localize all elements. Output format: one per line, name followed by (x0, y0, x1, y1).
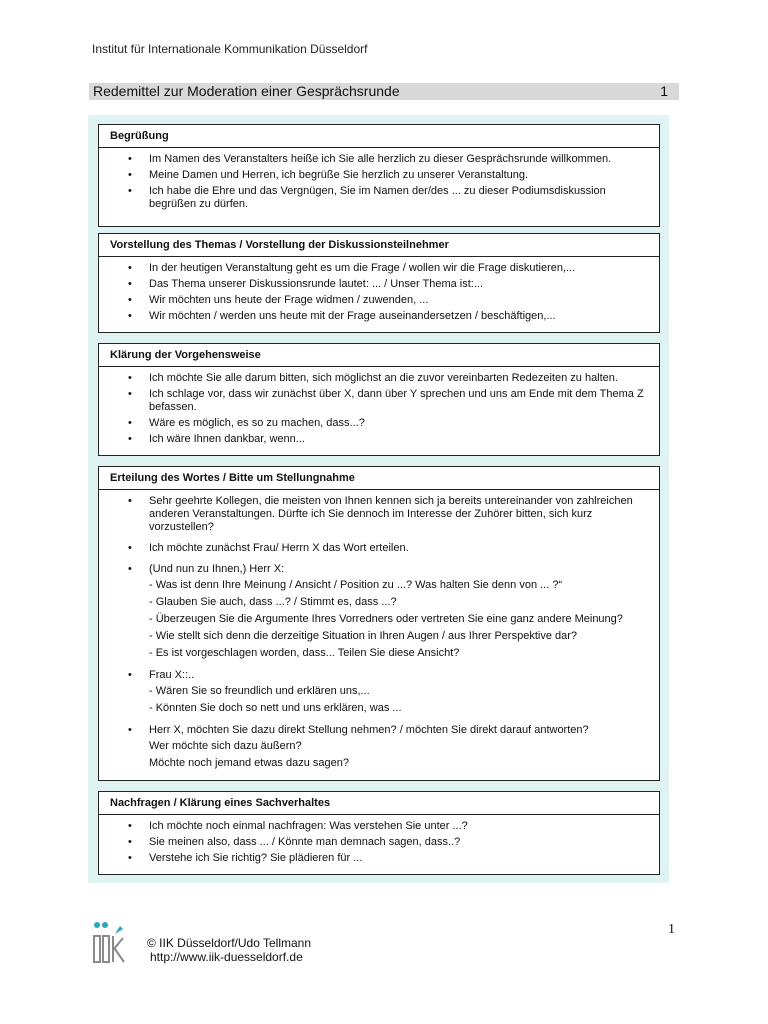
section-list (99, 490, 659, 771)
list-item: • Verstehe ich Sie richtig? Sie plädieren für ... (149, 852, 651, 865)
section-heading: Erteilung des Wortes / Bitte um Stellungnahme (99, 467, 659, 490)
group-lines (149, 684, 651, 716)
list-item: • Sie meinen also, dass ... / Könnte man demnach sagen, dass..? (149, 836, 651, 849)
group-line: - Was ist denn Ihre Meinung / Ansicht / Position zu ...? Was halten Sie denn von ... ?“ (149, 579, 563, 591)
section-list (99, 148, 659, 211)
footer-text (147, 936, 311, 964)
list-item: • Wir möchten uns heute der Frage widmen / zuwenden, ... (149, 294, 651, 307)
group-lead: • (Und nun zu Ihnen,) Herr X: (149, 563, 285, 575)
section-vorgehensweise (98, 343, 660, 456)
section-heading: Nachfragen / Klärung eines Sachverhaltes (99, 792, 659, 815)
list-item: • Ich wäre Ihnen dankbar, wenn... (149, 433, 651, 446)
group-line: - Es ist vorgeschlagen worden, dass... Teilen Sie diese Ansicht? (149, 647, 460, 659)
section-heading: Begrüßung (99, 125, 659, 148)
list-item-group (149, 669, 651, 716)
group-line: - Wie stellt sich denn die derzeitige Situation in Ihren Augen / aus Ihrer Perspektive dar? (149, 630, 578, 642)
group-lines (149, 739, 651, 771)
institute-header: Institut für Internationale Kommunikation Düsseldorf (92, 42, 368, 56)
section-heading: Klärung der Vorgehensweise (99, 344, 659, 367)
header-page-number: 1 (660, 83, 668, 99)
list-item: • Ich möchte Sie alle darum bitten, sich möglichst an die zuvor vereinbarten Redezeiten zu halten. (149, 372, 651, 385)
list-item-group (149, 724, 651, 771)
footer-page-number: 1 (668, 922, 675, 937)
section-list (99, 815, 659, 865)
section-begruessung (98, 124, 660, 227)
group-line: - Glauben Sie auch, dass ...? / Stimmt es, dass ...? (149, 596, 397, 608)
list-item: • Wir möchten / werden uns heute mit der Frage auseinandersetzen / beschäftigen,... (149, 310, 651, 323)
list-item: • Sehr geehrte Kollegen, die meisten von Ihnen kennen sich ja bereits untereinander von zahlreichen anderen Veranstaltungen. Dürfte ich Sie dennoch im Interesse der Zuhörer bitten, sich kurz vorzustellen? (149, 495, 651, 534)
group-line: - Wären Sie so freundlich und erklären uns,... (149, 685, 370, 697)
list-item: • Meine Damen und Herren, ich begrüße Sie herzlich zu unserer Veranstaltung. (149, 169, 651, 182)
section-vorstellung (98, 233, 660, 333)
section-nachfragen (98, 791, 660, 875)
list-item: • Ich schlage vor, dass wir zunächst über X, dann über Y sprechen und uns am Ende mit dem Thema Z befassen. (149, 388, 651, 414)
document-title-bar (89, 83, 679, 100)
group-lead: • Frau X::.. (149, 669, 195, 681)
copyright-text: © IIK Düsseldorf/Udo Tellmann (147, 936, 312, 950)
group-line: - Überzeugen Sie die Argumente Ihres Vorredners oder vertreten Sie eine ganz andere Meinung? (149, 613, 623, 625)
group-line: - Könnten Sie doch so nett und uns erklären, was ... (149, 702, 402, 714)
section-list (99, 257, 659, 323)
group-lines (149, 578, 651, 661)
iik-logo-icon (93, 920, 127, 964)
group-line: Wer möchte sich dazu äußern? (149, 740, 302, 752)
section-erteilung (98, 466, 660, 781)
list-item: • Im Namen des Veranstalters heiße ich Sie alle herzlich zu dieser Gesprächsrunde willkommen. (149, 153, 651, 166)
list-item: • Wäre es möglich, es so zu machen, dass...? (149, 417, 651, 430)
list-item-group (149, 563, 651, 661)
list-item: • Das Thema unserer Diskussionsrunde lautet: ... / Unser Thema ist:... (149, 278, 651, 291)
group-line: Möchte noch jemand etwas dazu sagen? (149, 757, 349, 769)
list-item: • Ich möchte noch einmal nachfragen: Was verstehen Sie unter ...? (149, 820, 651, 833)
section-heading: Vorstellung des Themas / Vorstellung der Diskussionsteilnehmer (99, 234, 659, 257)
website-link[interactable]: http://www.iik-duesseldorf.de (150, 950, 303, 964)
list-item: • In der heutigen Veranstaltung geht es um die Frage / wollen wir die Frage diskutieren,... (149, 262, 651, 275)
group-lead: • Herr X, möchten Sie dazu direkt Stellung nehmen? / möchten Sie direkt darauf antworten? (149, 724, 589, 736)
list-item: • Ich möchte zunächst Frau/ Herrn X das Wort erteilen. (149, 542, 651, 555)
document-title: Redemittel zur Moderation einer Gesprächsrunde (93, 83, 400, 99)
section-list (99, 367, 659, 446)
list-item: • Ich habe die Ehre und das Vergnügen, Sie im Namen der/des ... zu dieser Podiumsdiskussion begrüßen zu dürfen. (149, 185, 651, 211)
